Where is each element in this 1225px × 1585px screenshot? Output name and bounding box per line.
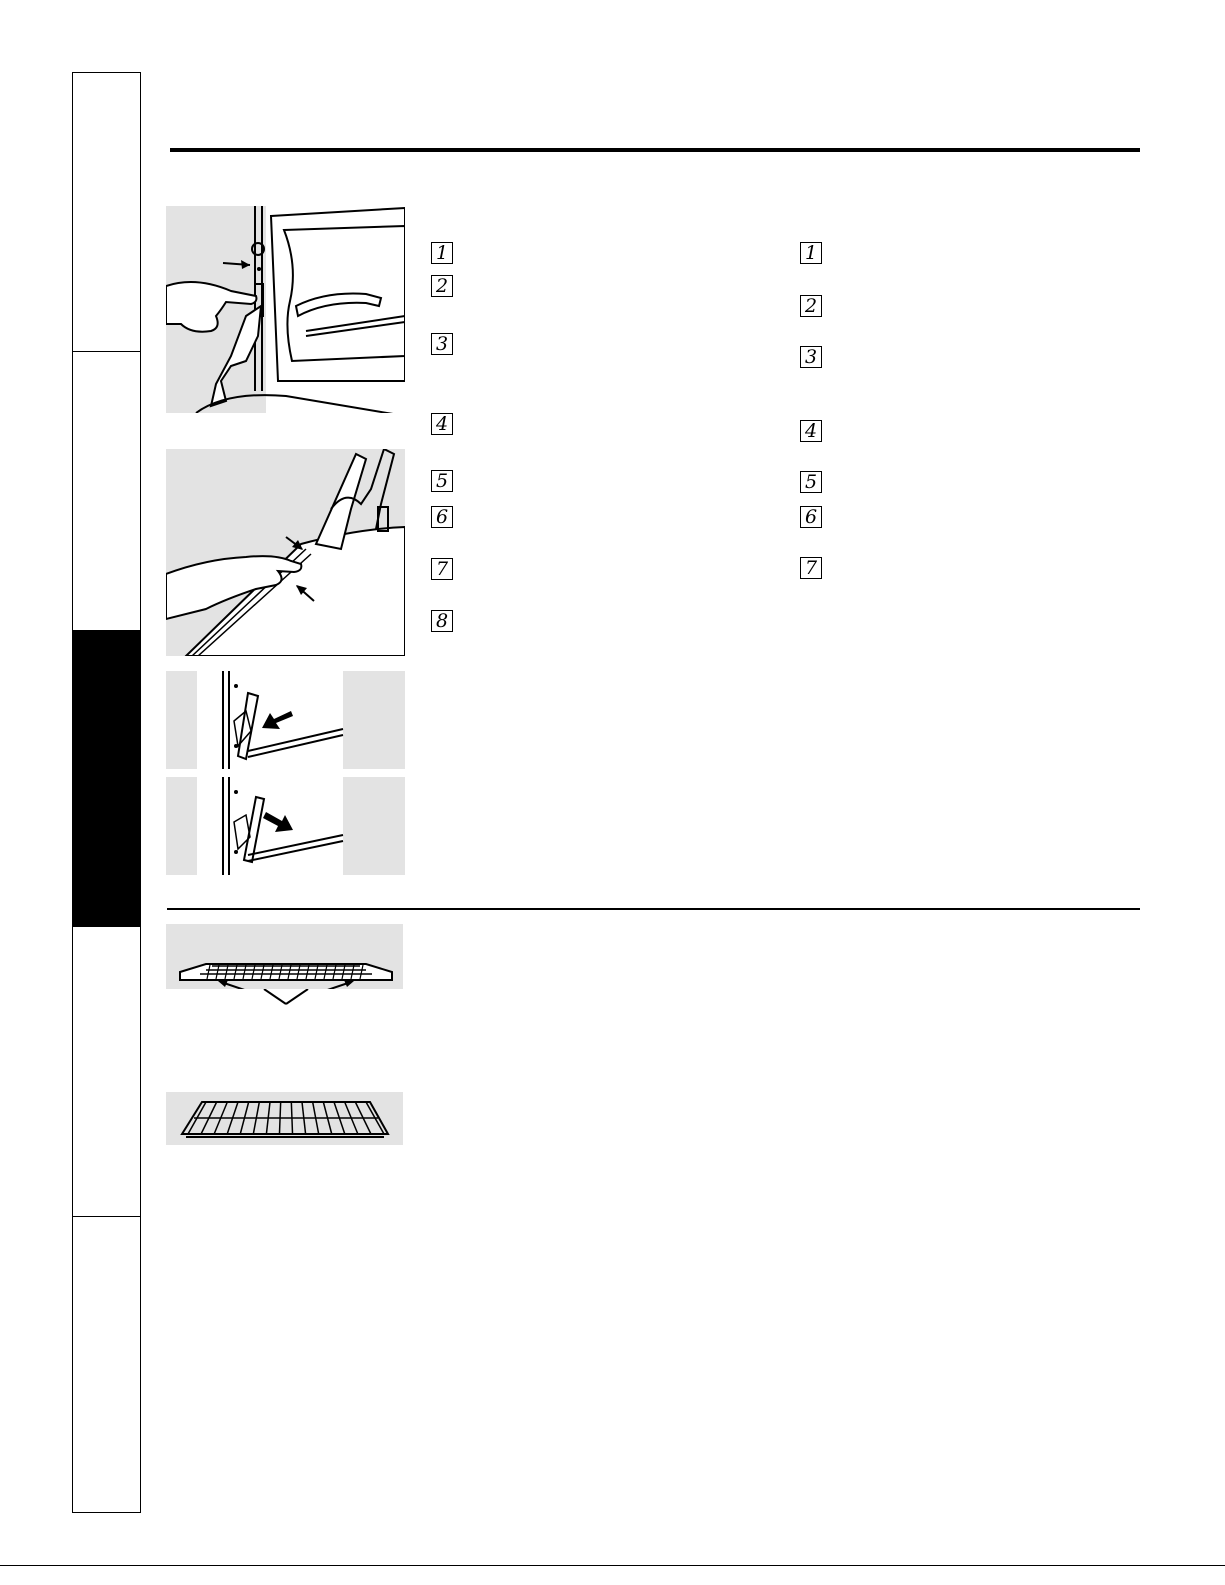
rack-arrow-lines (166, 989, 403, 1009)
side-tab-strip (72, 72, 143, 1513)
step-number-left-1: 1 (431, 242, 453, 264)
step-number-left-6: 6 (431, 506, 453, 528)
header-rule (170, 148, 1140, 152)
step-number-right-5: 5 (800, 471, 822, 493)
hinge-lock-push-illustration (166, 671, 405, 769)
step-number-left-5: 5 (431, 470, 453, 492)
wire-oven-rack-illustration (166, 1092, 403, 1145)
page-bottom-rule (0, 1565, 1225, 1566)
side-tab-2[interactable] (72, 351, 141, 631)
step-number-left-2: 2 (431, 275, 453, 297)
flat-oven-rack-illustration (166, 924, 403, 989)
section-divider (167, 908, 1140, 910)
step-number-right-1: 1 (800, 242, 822, 264)
side-tab-1[interactable] (72, 72, 141, 352)
step-number-right-3: 3 (800, 346, 822, 368)
oven-door-hinge-finger-illustration (166, 206, 405, 413)
step-number-left-8: 8 (431, 610, 453, 632)
step-number-right-7: 7 (800, 557, 822, 579)
oven-door-lift-hands-illustration (166, 449, 405, 656)
step-number-left-7: 7 (431, 558, 453, 580)
hinge-lock-pull-illustration (166, 777, 405, 875)
step-number-right-6: 6 (800, 506, 822, 528)
step-number-right-2: 2 (800, 295, 822, 317)
side-tab-4[interactable] (72, 926, 141, 1217)
side-tab-5[interactable] (72, 1216, 141, 1513)
step-number-right-4: 4 (800, 420, 822, 442)
side-tab-3-active[interactable] (72, 630, 141, 927)
step-number-left-3: 3 (431, 333, 453, 355)
step-number-left-4: 4 (431, 413, 453, 435)
